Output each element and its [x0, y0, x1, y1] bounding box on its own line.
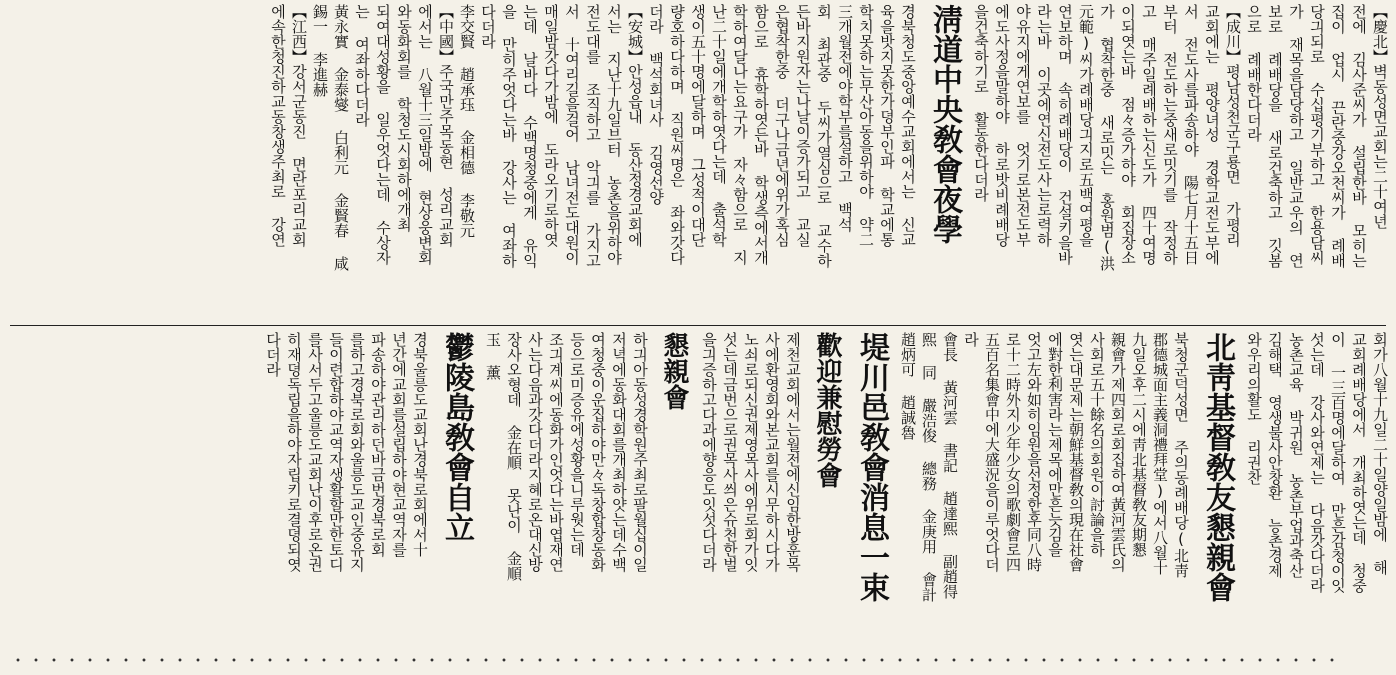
text-column: 여청중이운집하야만々독창합창동화 [589, 332, 607, 572]
text-column: 에속한청진하교동창생주최로 강연 [269, 4, 287, 247]
article-cheongdo [645, 4, 918, 322]
text-column: 서 十여리길을걸어 남녀전도대원이 [563, 4, 581, 265]
article-jungguk [309, 4, 456, 322]
text-column: 다더라 [264, 332, 282, 377]
text-column: 량호하다하며 직원씨명은 좌와갓다 [668, 4, 686, 265]
text-column: 錫一 李進赫 [311, 4, 329, 97]
text-column: 는 여좌하다더라 [353, 4, 371, 127]
text-column: 三개월전에야학부를설하고 백석 [836, 4, 854, 232]
article-gyeongbuk-church [1243, 4, 1390, 322]
text-column: 히재뎡독립을하야자립키로결뎡되엿 [285, 332, 303, 572]
headline-ulleung: 鬱陵島敎會自立 [439, 332, 474, 542]
text-column: 黃永實 金泰燮 白利元 金賢春 咸 [332, 4, 350, 271]
text-column: 함으로 휴학하엿든바 학생측에서개 [752, 4, 770, 265]
text-column: 를하고경북로회와울릉도교인중유지 [348, 332, 366, 572]
article-ulleung [262, 332, 430, 638]
article-jecheon [698, 332, 803, 638]
text-column: 사에환영회와본교회를시무하시다가 [763, 332, 781, 572]
text-column: 전도대를 조직하고 악긔를 가지고 [584, 4, 602, 268]
text-column: 학치못하는무산아동을위하야 약二 [857, 4, 875, 247]
text-column: 와우리의활도 리권찬 [1245, 332, 1263, 485]
text-column: 가 재목을담당하고 일반교우의 연 [1287, 4, 1305, 268]
text-column: 이 一三百명에달하여 만흔감청이잇 [1329, 332, 1347, 593]
text-column: 에도사정을말하야 하로밧비례배당 [993, 4, 1011, 247]
article-anseong [456, 4, 645, 322]
text-column: 으로 례배한다더라 [1245, 4, 1263, 142]
text-column: 등으로미증유에성황을니루웟는데 [568, 332, 586, 557]
text-column: 親會가제四회로회집하여黃河雲氏의 [1109, 332, 1127, 572]
text-column: 趙炳可 趙誠魯 [899, 332, 917, 440]
text-column: 파송하야관리하던바금번경북로회 [369, 332, 387, 557]
text-column: 은협착한중 더구나금년에위가혹심 [773, 4, 791, 247]
article-gangseo [267, 4, 309, 322]
text-column: 【慶北】벽동성면교회는二十여년 [1371, 4, 1389, 229]
text-column: 서 전도사를파송하야 陽七月十五日 [1182, 4, 1200, 265]
text-column: 경북울릉도교회난경북로회에서十 [411, 332, 429, 557]
text-column: 사회로五十餘名의회원이討論을하 [1088, 332, 1106, 557]
text-column: 회가八월十九일二十일양일밤에 해 [1371, 332, 1389, 575]
text-column: 을건축하기로 활동한다더라 [972, 4, 990, 202]
text-column: 【江西】강서군동진 면란포리교회 [290, 4, 308, 247]
text-column: 노쇠로되신권제영목사에위로회가잇 [742, 332, 760, 572]
article-lecture-continued [1243, 332, 1390, 638]
text-column: 와동화회를 학청도시회하에개최 [395, 4, 413, 232]
headline-jecheon: 堤川邑敎會消息一束 [854, 332, 889, 602]
text-column: 는데 날바다 수백명청중에게 유익 [521, 4, 539, 268]
top-band [6, 4, 1390, 322]
text-column: 로十二時外지少年少女의歌劇會로四 [1004, 332, 1022, 572]
text-column: 에對한利害라는제목에만흔늣김을 [1046, 332, 1064, 557]
text-column: 교회에는 평양녀성 경학교전도부에 [1203, 4, 1221, 265]
text-column: 매일밤갓다가밤에 도라오기로하엿 [542, 4, 560, 247]
text-column: 북청군덕성면 주의동례배당(北靑 [1172, 332, 1190, 578]
article-bukcheong [960, 332, 1191, 638]
text-column: 을 만히주엇다는바 강사는 여좌하 [500, 4, 518, 268]
text-column: 五百名集會中에大盛況을이루엇다더 [983, 332, 1001, 572]
text-column: 【成川】평남성천군구룡면 가평리 [1224, 4, 1242, 247]
text-column: 야유지에게연보를 엇기로본전도부 [1014, 4, 1032, 247]
text-column: 【中國】주국만주목동현 성리교회 [437, 4, 455, 247]
text-column: 에서는 八월十三일밤에 현상웅변회 [416, 4, 434, 265]
headline-cheongdo-night-school: 淸道中央敎會夜學 [927, 4, 962, 244]
text-column: 다더라 [479, 4, 497, 49]
text-column: 교회례배당에서 개최하엿는데 청중 [1350, 332, 1368, 593]
text-column: 학하여달나는요구가 자々함으로 지 [731, 4, 749, 265]
text-column: 라 [962, 332, 980, 347]
text-column: 되여대성황을 일우엇다는데 수상자 [374, 4, 392, 265]
text-column: 고 매주일례배하는신도가 四十여명 [1140, 4, 1158, 265]
text-column: 당긔되로 수십평기부하고 한용담씨 [1308, 4, 1326, 265]
text-column: 들이련합하야교역자생활할만한토디 [327, 332, 345, 572]
text-column: 엿는대문제는朝鮮基督敎의現在社會 [1067, 332, 1085, 572]
text-column: 엇고左와如히임원을선정한후同八時 [1025, 332, 1043, 572]
section-divider [10, 325, 1386, 326]
text-column: 라는바 이곳에연신전도사는로력하 [1035, 4, 1053, 247]
text-column: 李交賢 趙承珏 金相德 李敬元 [458, 4, 476, 238]
text-column: 를사서두고울릉도교회난이후로온권 [306, 332, 324, 572]
text-column: 섯는데 강사와연제는 다음갓다더라 [1308, 332, 1326, 593]
text-column: 會長 黃河雲 書記 趙達熙 副趙得 [941, 332, 959, 599]
text-column: 난二十일에개학하엿다는데 출석학 [710, 4, 728, 247]
headline-bukcheong: 北靑基督敎友懇親會 [1200, 332, 1235, 602]
text-column: 이되엿는바 점々증가하야 회집장소 [1119, 4, 1137, 265]
text-column: 熙 同 嚴浩俊 總務 金庚用 會計 [920, 332, 938, 602]
text-column: 경북청도중앙예수교회에서는 신교 [899, 4, 917, 247]
text-column: 郡德城面主義洞禮拜堂)에서八월十 [1151, 332, 1169, 575]
text-column: 집이 업시 끈란중강오천씨가 례배 [1329, 4, 1347, 268]
text-column: 을긔증하고다과에향응도잇섯다더라 [700, 332, 718, 572]
text-column: 보로 례배당을 새로건축하고 깃봄 [1266, 4, 1284, 268]
text-column: 연보하며 속히례배당이 건설키을바 [1056, 4, 1074, 265]
text-column: 서는 지난十九일브터 농촌을위하야 [605, 4, 623, 265]
text-column: 조긔계씨에동화가인엇다는바엽재연 [547, 332, 565, 572]
text-column: 장사오형데 金在順 못난이 金順 [505, 332, 523, 581]
subheadline-welcome-meeting: 歡迎兼慰勞會 [812, 332, 842, 488]
text-column: 【安城】안성읍내 동산정경교회에 [626, 4, 644, 247]
text-column: 가 협착한중 새로밋는 홍원범(洪 [1098, 4, 1116, 271]
text-column: 부터 전도하는중새로밋기를 작정하 [1161, 4, 1179, 265]
text-column: 더라 백석회녀사 김영선양 [647, 4, 665, 205]
text-column: 전에 김사준씨가 설립한바 모히는 [1350, 4, 1368, 268]
headline-chinmok: 懇親會 [659, 332, 689, 410]
text-column: 元範)씨가례배당긔지로五백여평을 [1077, 4, 1095, 247]
bottom-band [6, 332, 1390, 638]
text-column: 농촌교육 박귀원 농촌부업과축산 [1287, 332, 1305, 578]
text-column: 제천교회에서는월전에신임한방훈목 [784, 332, 802, 572]
text-column: 玉 薰 [484, 332, 502, 380]
text-column: 사는다음과갓다더라지혜로온대신방 [526, 332, 544, 572]
article-children-school [482, 332, 650, 638]
text-column: 든바지원자는나날이증가되고 교실 [794, 4, 812, 247]
text-column: 섯는데금번으로권목사씌은슈천한벌 [721, 332, 739, 572]
text-column: 년간에교회를설립하야현교역자를 [390, 332, 408, 557]
text-column: 저녁에동화대회를개최하얏는데수백 [610, 332, 628, 572]
text-column: 육을밧지못한가뎡부인파 학교에통 [878, 4, 896, 247]
text-column: 김해택 영생불사안창환 능촌경제 [1266, 332, 1284, 578]
article-bukcheong-officers [897, 332, 960, 638]
bottom-edge-dots: ・・・・・・・・・・・・・・・・・・・・・・・・・・・・・・・・・・・・・・・・・・・・・・・・・・・・・・・・・・・・・・・・・・・・・・・・・・ [10, 651, 1343, 668]
text-column: 하긔아동성경학원주최로팔월십이일 [631, 332, 649, 572]
text-column: 회 최관중 두씨가열심으로 교수하 [815, 4, 833, 268]
text-column: 九일오후二시에靑北基督敎友期懇 [1130, 332, 1148, 557]
article-seongcheon [970, 4, 1243, 322]
text-column: 생이五十명에달하며 그성적이대단 [689, 4, 707, 247]
